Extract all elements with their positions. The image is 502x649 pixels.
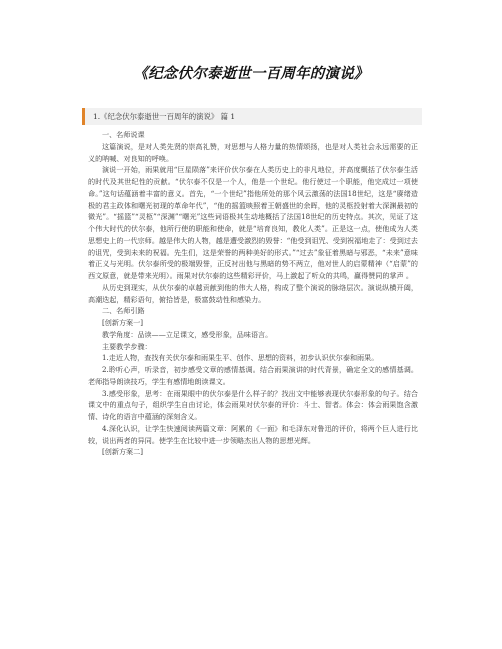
body-paragraph: 这篇演说，是对人类先贤的崇高礼赞，对思想与人格力量的热情颂扬，也是对人类社会永远需要的正义的呐喊、对良知的呼唤。 [88, 141, 418, 163]
section-heading: 1.《纪念伏尔泰逝世一百周年的演说》 篇 1 [82, 108, 422, 125]
body-paragraph: 主要教学步骤： [102, 341, 152, 351]
body-paragraph: 一、名师说课 [102, 130, 145, 139]
body-paragraph: [创新方案一] [102, 318, 144, 327]
body-paragraph: [创新方案二] [102, 447, 144, 457]
body-paragraph: 演说一开始，雨果就用“巨星陨落”来评价伏尔泰在人类历史上的非凡地位，并高度概括了伏尔泰生活的时代及其世纪性的贡献。“伏尔泰不仅是一个人，他是一个世纪。他行使过一个职能，他完成过一项使命。”这句话蕴涵着丰富的意义。首先，“一个世纪”指他所处的那个风云激荡的法国18世纪，这是“赓绪造极的君主政体和曙光初现的革命年代”，“他的摇篮映照着王朝盛世的余晖，他的灵柩投射着大深渊最初的微光”。“摇篮”“灵柩”“深渊”“曙光”这些词语极其生动地概括了法国18世纪的历史特点。其次，见证了这个伟大时代的伏尔泰，他所行使的职能和使命，就是“培育良知，教化人类”。正是这一点，使他成为人类思想史上的一代宗师。越是伟大的人物，越是遭受激烈的毁誉：“他受到诅咒、受到祝福地走了：受到过去的诅咒，受到未来的祝福。先生们，这是荣誉的两种美好的形式。”“过去”象征着黑暗与邪恶，“未来”意味着正义与光明。伏尔泰所受的极端毁誉，正反衬出他与黑暗的势不两立，他对世人的启蒙精神（“启蒙”的西文原意，就是带来光明）。雨果对伏尔泰的这些精彩评价，马上激起了听众的共鸣，赢得赞同的掌声 。 [88, 165, 418, 280]
body-paragraph: 教学角度：品读——立足课文，感受形象，品味语言。 [102, 329, 273, 339]
body-paragraph: 从历史到现实，从伏尔泰的卓越贡献到他的伟大人格，构成了整个演说的脉络层次。演说纵横开阖，高潮迭起，精彩语句，俯拾皆是，极富鼓动性和感染力。 [88, 282, 418, 304]
body-paragraph: 1.走近人物，查找有关伏尔泰和雨果生平、创作、思想的资料，初步认识伏尔泰和雨果。 [102, 353, 379, 363]
body-paragraph: 3.感受形象，思考：在雨果眼中的伏尔泰是什么样子的？找出文中能够表现伏尔泰形象的句子。结合课文中的重点句子，组织学生自由讨论，体会雨果对伏尔泰的评价：斗士、智者。体会：体会雨果饱含激情、诗化的语言中蕴涵的深刻含义。 [88, 388, 418, 421]
body-paragraph: 2.聆听心声，听录音，初步感受文章的感情基调。结合雨果演讲的时代背景，确定全文的感情基调。老师指导朗读技巧，学生有感情地朗读课文。 [88, 365, 418, 386]
document-title: 《纪念伏尔泰逝世一百周年的演说》 [133, 66, 369, 82]
body-paragraph: 二、名师引路 [102, 306, 145, 316]
body-paragraph: 4.深化认识，让学生快速阅读两篇文章：阿累的《一面》和毛泽东对鲁迅的评价，将两个巨人进行比较，说出两者的异同。使学生在比较中进一步领略杰出人物的思想光辉。 [88, 423, 418, 445]
document-body [88, 129, 418, 458]
